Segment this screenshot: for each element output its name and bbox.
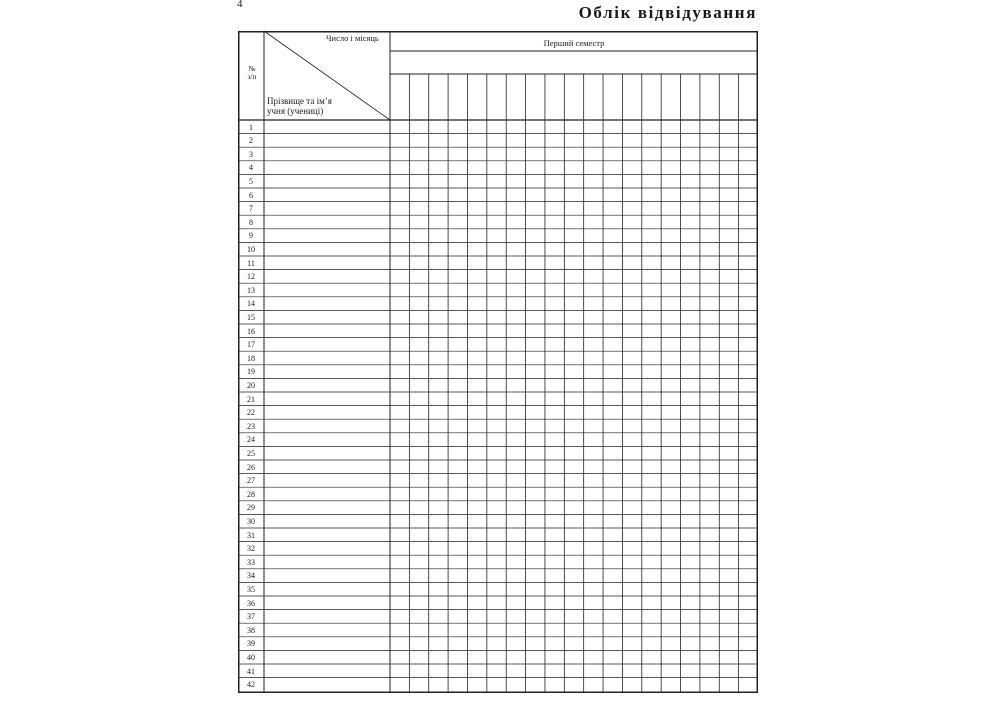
row-number: 17 [247, 340, 255, 350]
row-number: 34 [247, 571, 255, 581]
row-number: 5 [249, 176, 253, 186]
date-header-label: Число і місяць [326, 33, 379, 43]
table-border [239, 32, 758, 693]
student-name-header [267, 96, 332, 116]
row-number: 14 [247, 299, 255, 309]
row-number: 7 [249, 204, 253, 214]
row-number: 26 [247, 462, 255, 472]
row-number: 37 [247, 612, 255, 622]
row-number: 8 [249, 217, 253, 227]
row-number: 22 [247, 408, 255, 418]
number-column-header [241, 65, 263, 81]
row-number: 11 [247, 258, 255, 268]
row-number: 10 [247, 244, 255, 254]
row-number: 9 [249, 231, 253, 241]
attendance-table [238, 31, 758, 693]
page-number: 4 [237, 0, 243, 10]
row-number: 24 [247, 435, 255, 445]
row-number: 30 [247, 516, 255, 526]
row-number: 38 [247, 625, 255, 635]
row-number: 36 [247, 598, 255, 608]
row-number: 1 [249, 122, 253, 132]
row-number: 16 [247, 326, 255, 336]
row-number: 41 [247, 666, 255, 676]
row-number: 6 [249, 190, 253, 200]
row-number: 15 [247, 312, 255, 322]
row-number: 2 [249, 136, 253, 146]
row-number: 32 [247, 544, 255, 554]
row-number: 4 [249, 163, 253, 173]
row-number: 18 [247, 353, 255, 363]
row-number: 21 [247, 394, 255, 404]
row-number: 27 [247, 476, 255, 486]
row-number: 42 [247, 680, 255, 690]
row-number: 28 [247, 489, 255, 499]
row-number: 3 [249, 149, 253, 159]
row-number: 33 [247, 557, 255, 567]
row-number: 31 [247, 530, 255, 540]
student-name-line1: Прізвище та ім’я [267, 96, 332, 106]
student-name-line2: учня (учениці) [267, 106, 324, 116]
number-sign: № [248, 64, 256, 73]
row-number: 29 [247, 503, 255, 513]
row-number: 39 [247, 639, 255, 649]
row-number: 20 [247, 380, 255, 390]
row-number: 19 [247, 367, 255, 377]
semester-header: Перший семестр [543, 38, 605, 48]
row-number: 13 [247, 285, 255, 295]
page-title: Облік відвідування [578, 3, 757, 22]
number-abbrev: з/п [247, 72, 257, 81]
attendance-grid [238, 31, 758, 693]
row-number: 35 [247, 584, 255, 594]
row-number: 40 [247, 652, 255, 662]
row-number: 25 [247, 448, 255, 458]
row-number: 12 [247, 272, 255, 282]
row-number: 23 [247, 421, 255, 431]
